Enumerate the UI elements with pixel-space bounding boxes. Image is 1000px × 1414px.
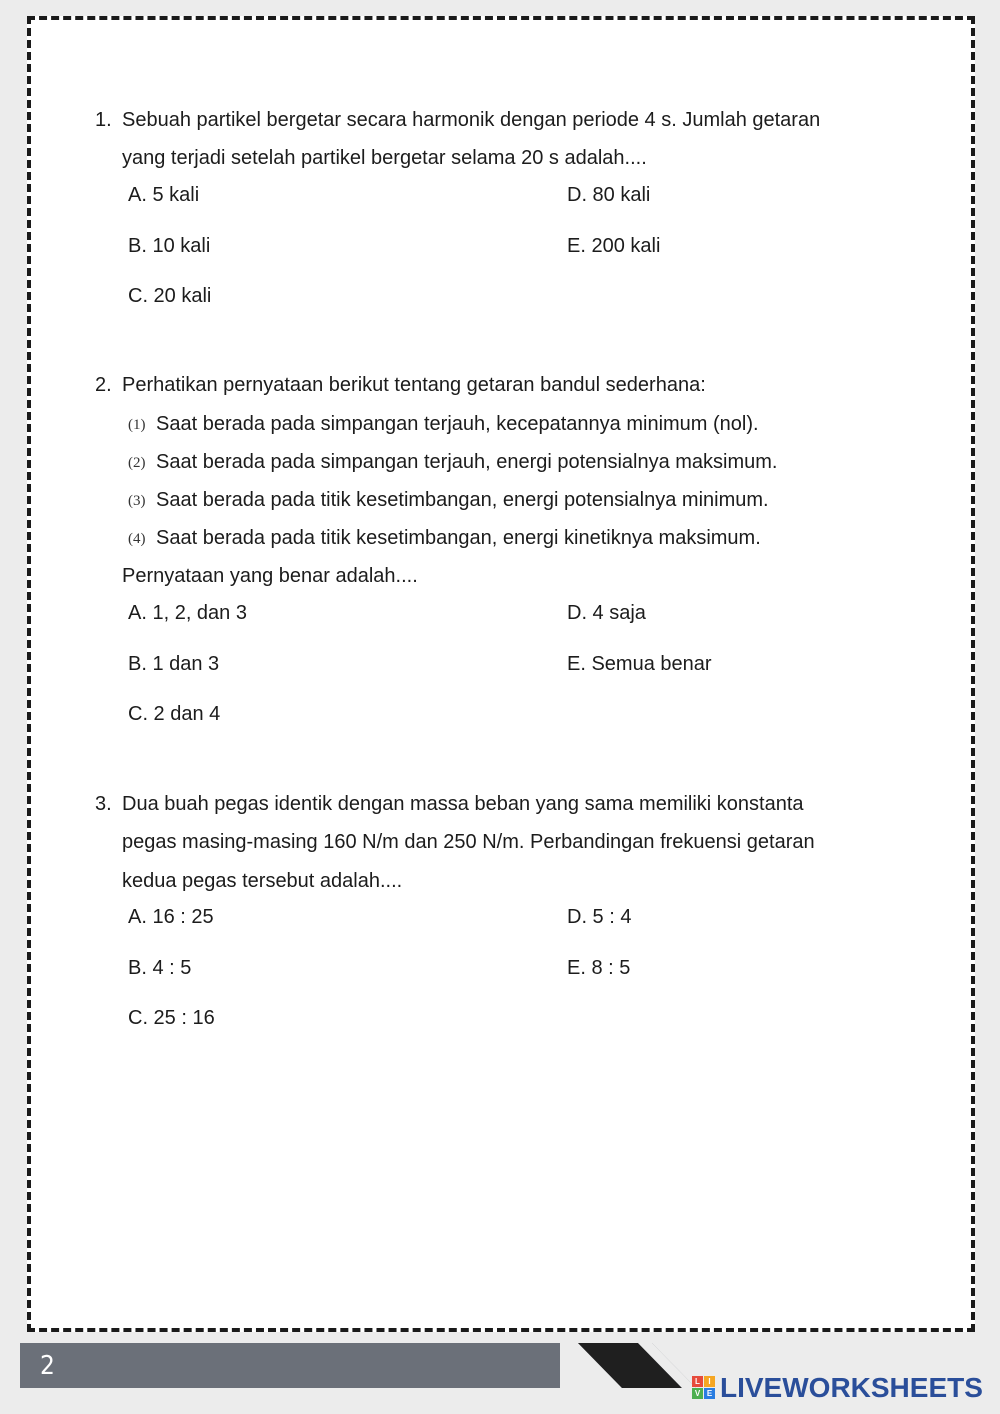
statement-number: (2) (128, 455, 146, 471)
option-e[interactable]: E. Semua benar (567, 653, 712, 675)
question-text-line: pegas masing-masing 160 N/m dan 250 N/m. Perbandingan frekuensi getaran (122, 831, 815, 853)
statement-text: Saat berada pada simpangan terjauh, kecepatannya minimum (nol). (156, 413, 759, 435)
question-text-line: Dua buah pegas identik dengan massa beban yang sama memiliki konstanta (122, 793, 804, 815)
option-a[interactable]: A. 1, 2, dan 3 (128, 602, 247, 624)
option-c[interactable]: C. 25 : 16 (128, 1007, 215, 1029)
question-prompt: Pernyataan yang benar adalah.... (122, 565, 418, 587)
liveworksheets-logo[interactable] (692, 1373, 983, 1403)
statement-number: (1) (128, 417, 146, 433)
statement-text: Saat berada pada simpangan terjauh, energi potensialnya maksimum. (156, 451, 778, 473)
question-text-line: Sebuah partikel bergetar secara harmonik dengan periode 4 s. Jumlah getaran (122, 109, 821, 131)
option-d[interactable]: D. 5 : 4 (567, 906, 632, 928)
statement-number: (3) (128, 493, 146, 509)
statement-text: Saat berada pada titik kesetimbangan, energi potensialnya minimum. (156, 489, 769, 511)
logo-tile: E (704, 1388, 715, 1399)
page-number: 2 (40, 1351, 55, 1381)
option-c[interactable]: C. 20 kali (128, 285, 212, 307)
brand-name: LIVEWORKSHEETS (720, 1372, 983, 1403)
liveworksheets-icon (692, 1376, 716, 1400)
option-e[interactable]: E. 200 kali (567, 235, 661, 257)
logo-tile: V (692, 1388, 703, 1399)
option-c[interactable]: C. 2 dan 4 (128, 703, 221, 725)
question-text-line: kedua pegas tersebut adalah.... (122, 870, 403, 892)
logo-tile: I (704, 1376, 715, 1387)
statement-text: Saat berada pada titik kesetimbangan, energi kinetiknya maksimum. (156, 527, 761, 549)
option-b[interactable]: B. 1 dan 3 (128, 653, 220, 675)
question-text-line: Perhatikan pernyataan berikut tentang getaran bandul sederhana: (122, 374, 706, 396)
option-d[interactable]: D. 4 saja (567, 602, 646, 624)
option-e[interactable]: E. 8 : 5 (567, 957, 631, 979)
option-a[interactable]: A. 5 kali (128, 184, 200, 206)
question-number: 3. (95, 793, 112, 815)
question-text-line: yang terjadi setelah partikel bergetar selama 20 s adalah.... (122, 147, 647, 169)
question-number: 2. (95, 374, 112, 396)
option-b[interactable]: B. 4 : 5 (128, 957, 192, 979)
statement-number: (4) (128, 531, 146, 547)
option-a[interactable]: A. 16 : 25 (128, 906, 214, 928)
option-b[interactable]: B. 10 kali (128, 235, 211, 257)
logo-tile: L (692, 1376, 703, 1387)
question-number: 1. (95, 109, 112, 131)
option-d[interactable]: D. 80 kali (567, 184, 651, 206)
